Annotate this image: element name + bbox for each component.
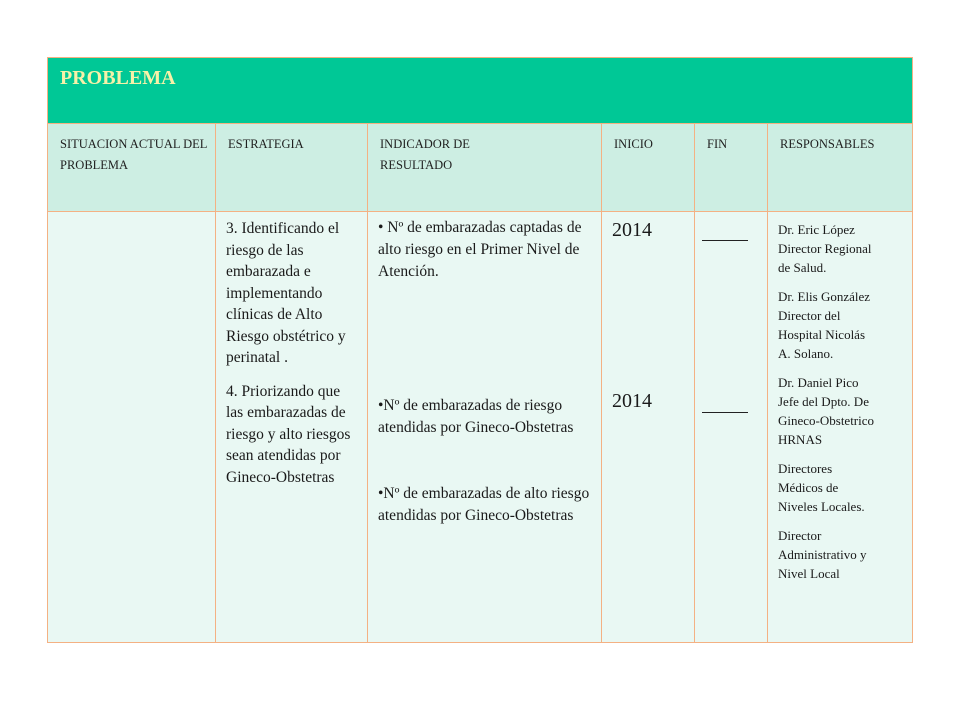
header-fin: FIN	[695, 124, 768, 211]
header-situacion: SITUACION ACTUAL DEL PROBLEMA	[48, 124, 216, 211]
responsable-entry	[778, 459, 906, 516]
header-inicio: INICIO	[602, 124, 695, 211]
fin-blank-line	[702, 412, 748, 413]
responsable-line: Médicos de	[778, 480, 839, 495]
responsable-line: Director Regional	[778, 241, 872, 256]
responsable-line: Jefe del Dpto. De	[778, 394, 869, 409]
strategy-item: 3. Identificando el riesgo de las embarazada e implementando clínicas de Alto Riesgo obstétrico y perinatal .	[226, 220, 346, 366]
header-indicador: INDICADOR DE RESULTADO	[368, 124, 602, 211]
table-title: PROBLEMA	[60, 67, 176, 89]
responsable-line: Directores	[778, 461, 833, 476]
title-row	[48, 58, 912, 124]
header-row	[48, 124, 912, 212]
cell-estrategia	[216, 212, 368, 642]
cell-inicio	[602, 212, 695, 642]
responsable-line: de Salud.	[778, 260, 827, 275]
responsable-line: Director	[778, 528, 822, 543]
responsable-line: A. Solano.	[778, 346, 834, 361]
responsable-line: Niveles Locales.	[778, 499, 865, 514]
header-responsables: RESPONSABLES	[780, 137, 875, 151]
cell-fin	[695, 212, 768, 642]
responsable-line: Nivel Local	[778, 566, 840, 581]
responsable-line: Gineco-Obstetrico	[778, 413, 875, 428]
responsable-entry	[778, 287, 906, 363]
header-estrategia: ESTRATEGIA	[216, 124, 368, 211]
responsable-entry	[778, 373, 906, 449]
responsable-line: Director del	[778, 308, 841, 323]
strategy-item: 4. Priorizando que las embarazadas de riesgo y alto riesgos sean atendidas por Gineco-Obstetras	[226, 382, 351, 486]
responsable-line: HRNAS	[778, 432, 823, 447]
inicio-year: 2014	[612, 219, 652, 241]
responsable-line: Administrativo y	[778, 547, 867, 562]
cell-responsables	[768, 212, 912, 642]
inicio-year: 2014	[612, 390, 652, 412]
indicator-item: •Nº de embarazadas de riesgo atendidas por Gineco-Obstetras	[378, 397, 574, 436]
responsable-line: Dr. Daniel Pico	[778, 375, 859, 390]
responsable-entry	[778, 220, 906, 277]
responsable-entry	[778, 526, 906, 583]
responsable-line: Dr. Elis González	[778, 289, 871, 304]
cell-situacion	[48, 212, 216, 642]
fin-blank-line	[702, 240, 748, 241]
indicator-item: • Nº de embarazadas captadas de alto riesgo en el Primer Nivel de Atención.	[378, 219, 582, 280]
responsable-line: Dr. Eric López	[778, 222, 855, 237]
responsable-line: Hospital Nicolás	[778, 327, 866, 342]
indicator-item: •Nº de embarazadas de alto riesgo atendidas por Gineco-Obstetras	[378, 485, 590, 524]
responsables-list	[778, 220, 906, 593]
cell-indicador	[368, 212, 602, 642]
plan-table	[47, 57, 913, 643]
data-row	[48, 212, 912, 642]
